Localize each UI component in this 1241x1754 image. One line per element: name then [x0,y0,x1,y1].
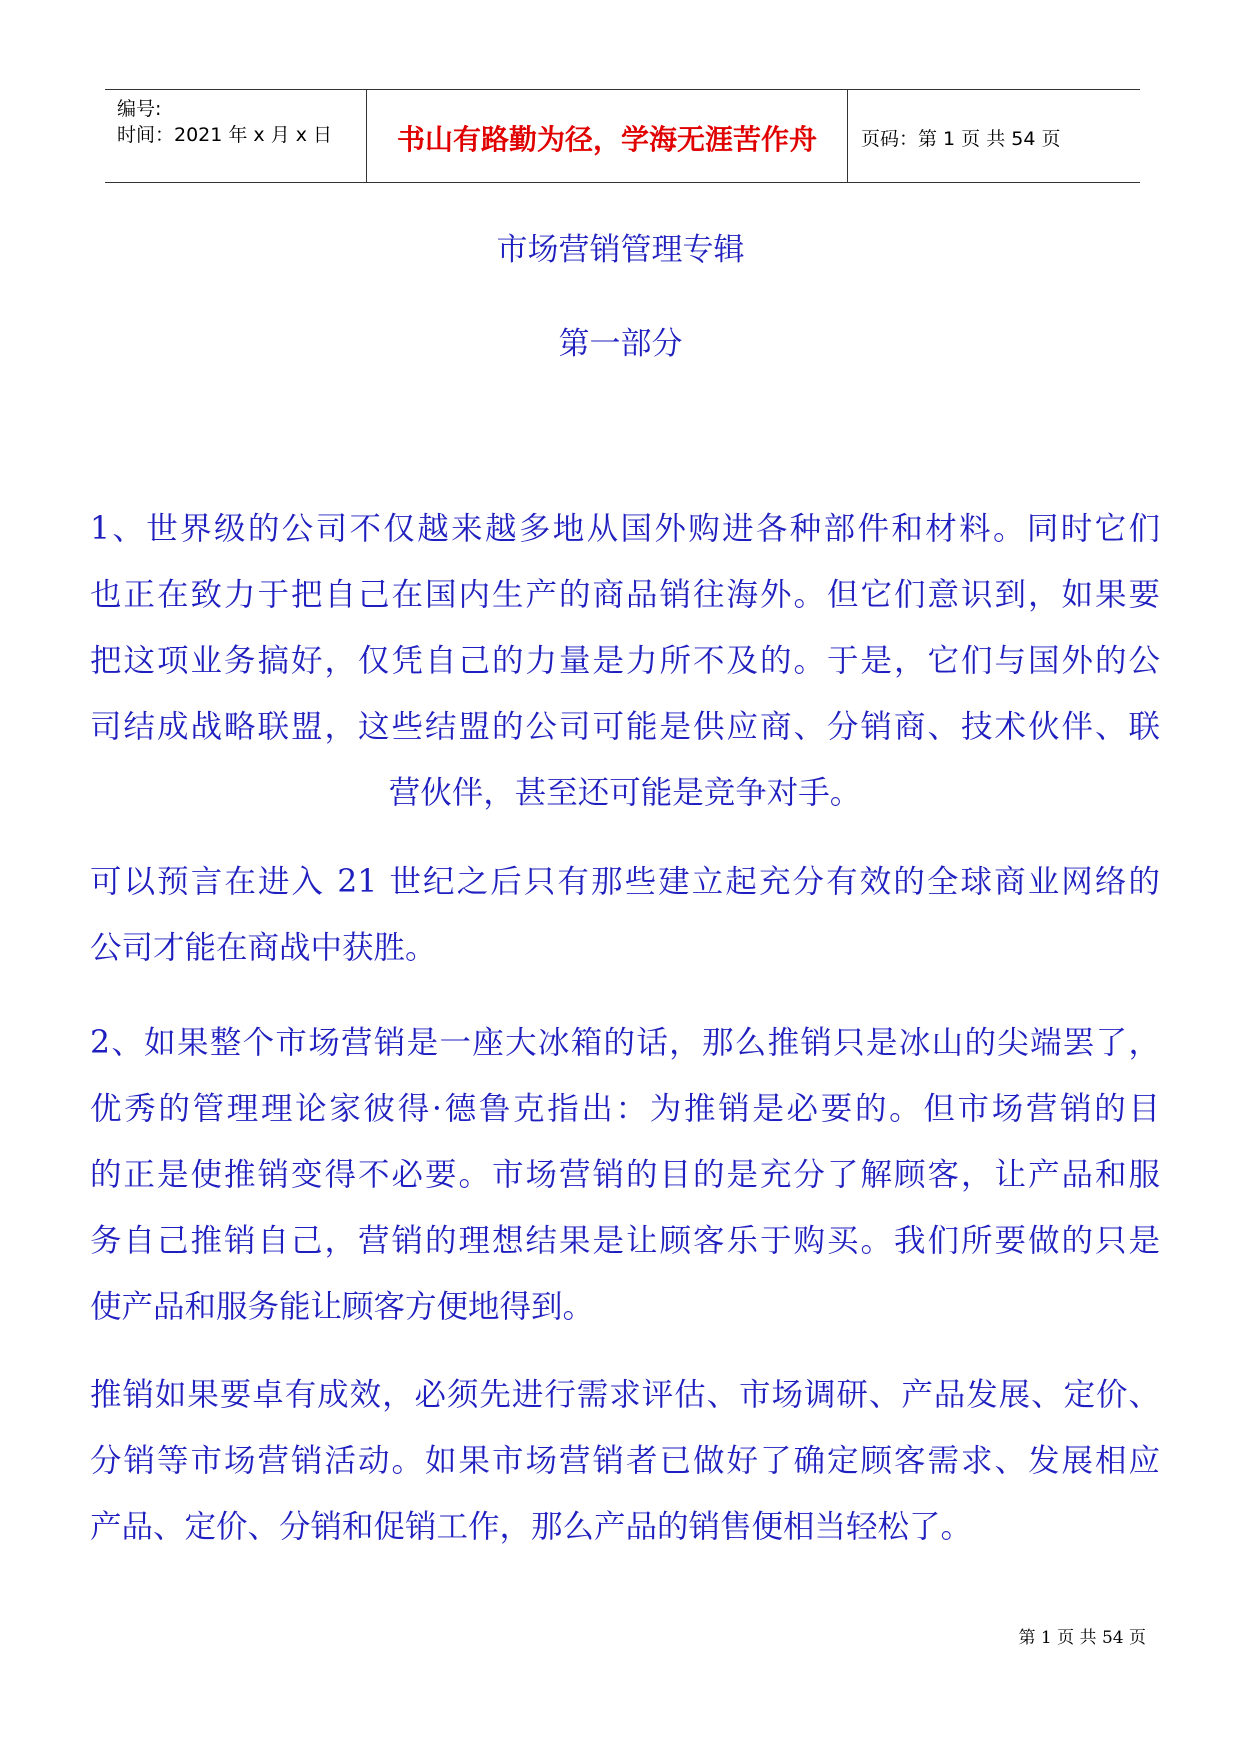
paragraph-2 [90,849,1160,981]
part-title: 第一部分 [558,326,683,362]
paragraph-line: 分销等市场营销活动。如果市场营销者已做好了确定顾客需求、发展相应 [90,1443,1160,1479]
paragraph-1 [90,496,1160,826]
paragraph-4 [90,1362,1160,1560]
header-meta-cell [105,90,367,182]
paragraph-line: 的正是使推销变得不必要。市场营销的目的是充分了解顾客，让产品和服 [90,1157,1160,1193]
motto-text: 书山有路勤为径，学海无涯苦作舟 [396,123,817,156]
time-label: 时间：2021 年 x 月 x 日 [117,124,333,146]
paragraph-line: 2、如果整个市场营销是一座大冰箱的话，那么推销只是冰山的尖端罢了， [90,1025,1160,1061]
number-label: 编号: [117,98,162,120]
paragraph-line: 使产品和服务能让顾客方便地得到。 [90,1289,595,1325]
document-header [105,89,1140,183]
header-page-cell [848,90,1140,182]
paragraph-line: 推销如果要卓有成效，必须先进行需求评估、市场调研、产品发展、定价、 [90,1377,1160,1413]
paragraph-3 [90,1010,1160,1340]
paragraph-line: 优秀的管理理论家彼得·德鲁克指出：为推销是必要的。但市场营销的目 [90,1091,1160,1127]
paragraph-line: 公司才能在商战中获胜。 [90,930,437,966]
document-title: 市场营销管理专辑 [496,232,745,268]
page-footer: 第 1 页 共 54 页 [1018,1628,1146,1648]
paragraph-line: 1、世界级的公司不仅越来越多地从国外购进各种部件和材料。同时它们 [90,511,1160,547]
header-page-info: 页码：第 1 页 共 54 页 [861,128,1061,150]
paragraph-line: 营伙伴，甚至还可能是竞争对手。 [388,775,862,811]
paragraph-line: 也正在致力于把自己在国内生产的商品销往海外。但它们意识到，如果要 [90,577,1160,613]
paragraph-line: 产品、定价、分销和促销工作，那么产品的销售便相当轻松了。 [90,1509,973,1545]
paragraph-line: 务自己推销自己，营销的理想结果是让顾客乐于购买。我们所要做的只是 [90,1223,1160,1259]
paragraph-line: 可以预言在进入 21 世纪之后只有那些建立起充分有效的全球商业网络的 [90,864,1160,900]
paragraph-line: 司结成战略联盟，这些结盟的公司可能是供应商、分销商、技术伙伴、联 [90,709,1160,745]
header-motto-cell [367,90,848,182]
paragraph-line: 把这项业务搞好，仅凭自己的力量是力所不及的。于是，它们与国外的公 [90,643,1160,679]
